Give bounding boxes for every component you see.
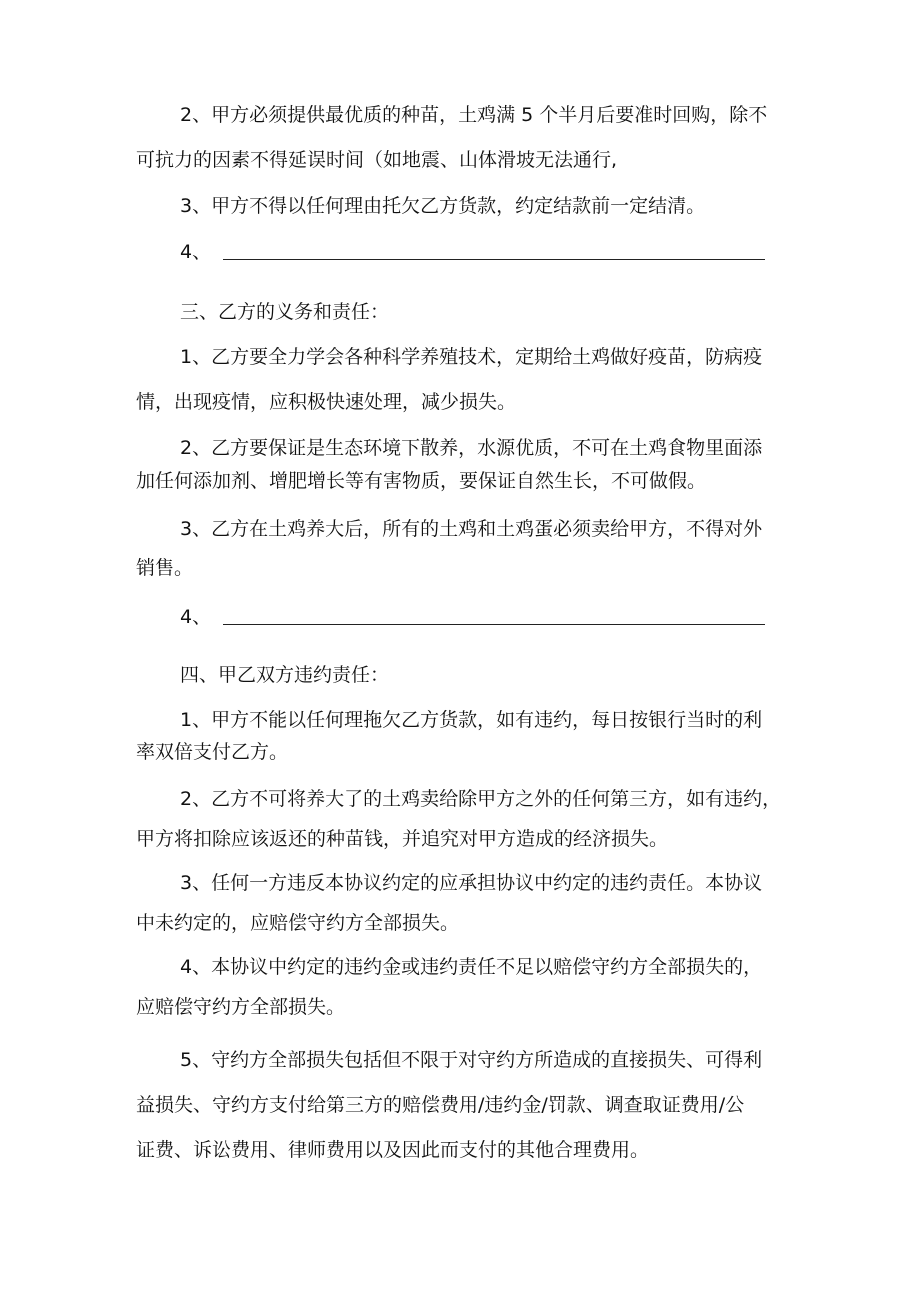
blank-fill-line [223, 259, 765, 260]
clause-3-2-line-1: 2、乙方要保证是生态环境下散养，水源优质，不可在土鸡食物里面添 [180, 437, 763, 459]
clause-4-3-line-2: 中未约定的，应赔偿守约方全部损失。 [136, 912, 460, 934]
blank-fill-line [223, 624, 765, 625]
clause-3-3-line-2: 销售。 [136, 557, 194, 579]
section-3-heading: 三、乙方的义务和责任： [180, 301, 390, 323]
clause-4-4-line-1: 4、本协议中约定的违约金或违约责任不足以赔偿守约方全部损失的， [180, 956, 763, 978]
clause-3-3-line-1: 3、乙方在土鸡养大后，所有的土鸡和土鸡蛋必须卖给甲方，不得对外 [180, 518, 763, 540]
clause-2-4-label: 4、 [180, 241, 212, 263]
clause-4-5-line-3: 证费、诉讼费用、律师费用以及因此而支付的其他合理费用。 [136, 1139, 650, 1161]
clause-3-4-label: 4、 [180, 606, 212, 628]
clause-3-1-line-1: 1、乙方要全力学会各种科学养殖技术，定期给土鸡做好疫苗，防病疫 [180, 346, 763, 368]
clause-2-2-line-2: 可抗力的因素不得延误时间（如地震、山体滑坡无法通行, [136, 149, 618, 171]
clause-2-2-line-1: 2、甲方必须提供最优质的种苗，土鸡满 5 个半月后要准时回购，除不 [180, 104, 768, 126]
clause-3-2-line-2: 加任何添加剂、增肥增长等有害物质，要保证自然生长，不可做假。 [136, 470, 707, 492]
clause-4-5-line-1: 5、守约方全部损失包括但不限于对守约方所造成的直接损失、可得利 [180, 1049, 763, 1071]
clause-2-4 [180, 243, 765, 262]
clause-2-3: 3、甲方不得以任何理由托欠乙方货款，约定结款前一定结清。 [180, 195, 706, 217]
clause-3-1-line-2: 情，出现疫情，应积极快速处理，减少损失。 [136, 391, 517, 413]
clause-4-1-line-2: 率双倍支付乙方。 [136, 741, 289, 763]
clause-4-2-line-1: 2、乙方不可将养大了的土鸡卖给除甲方之外的任何第三方，如有违约， [180, 788, 782, 810]
clause-4-4-line-2: 应赔偿守约方全部损失。 [136, 996, 346, 1018]
clause-4-5-line-2: 益损失、守约方支付给第三方的赔偿费用/违约金/罚款、调查取证费用/公 [136, 1094, 745, 1116]
clause-4-1-line-1: 1、甲方不能以任何理拖欠乙方货款，如有违约，每日按银行当时的利 [180, 709, 763, 731]
clause-3-4 [180, 608, 765, 627]
clause-4-3-line-1: 3、任何一方违反本协议约定的应承担协议中约定的违约责任。本协议 [180, 872, 763, 894]
clause-4-2-line-2: 甲方将扣除应该返还的种苗钱，并追究对甲方造成的经济损失。 [136, 828, 669, 850]
section-4-heading: 四、甲乙双方违约责任： [180, 664, 390, 686]
